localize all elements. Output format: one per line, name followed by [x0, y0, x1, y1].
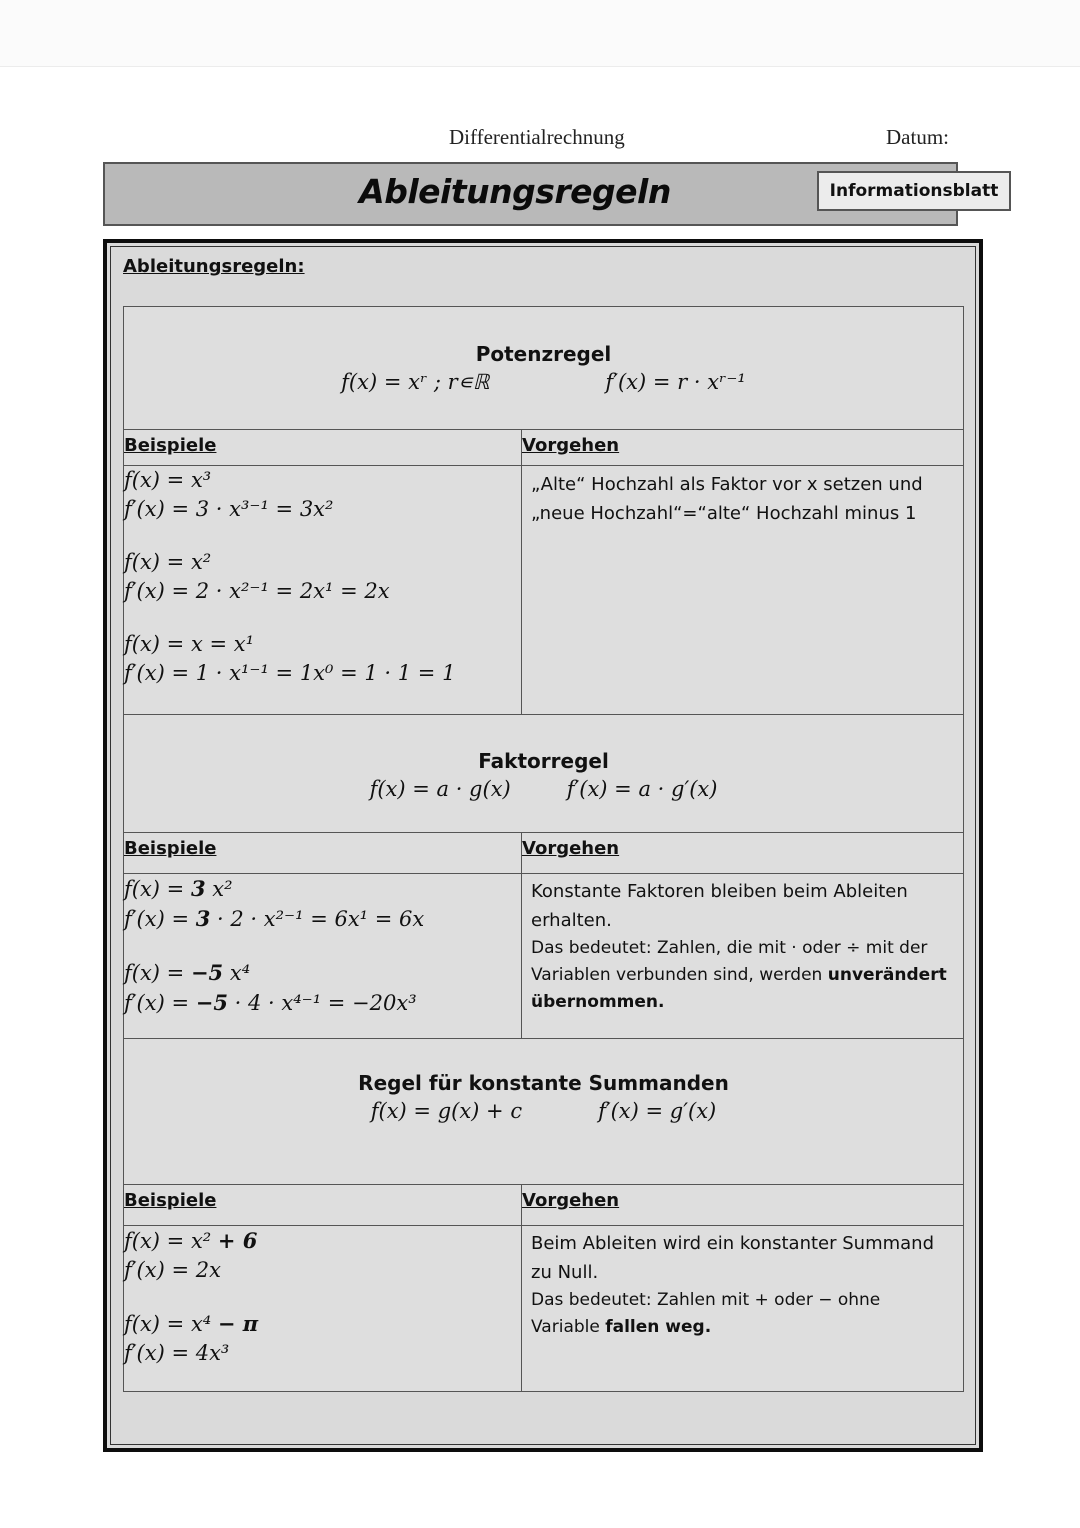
example-line: f(x) = x² + 6: [124, 1228, 258, 1253]
examples-header: Beispiele: [124, 430, 522, 466]
rule-formula-f: f(x) = a · g(x): [369, 777, 511, 801]
examples-header: Beispiele: [124, 833, 522, 874]
procedure-main: Beim Ableiten wird ein konstanter Summand zu Null.: [531, 1233, 935, 1283]
example-block: [124, 874, 521, 1018]
procedure-header: Vorgehen: [522, 833, 964, 874]
procedure-main: Konstante Faktoren bleiben beim Ableiten erhalten.: [531, 881, 908, 931]
procedure-text: [522, 466, 963, 530]
procedure-cell: [522, 874, 964, 1039]
rule-name: Regel für konstante Summanden: [358, 1071, 729, 1095]
example-block: [124, 1226, 521, 1368]
content-row: [124, 1226, 964, 1392]
example-block: [124, 466, 521, 688]
rule-header-row: [124, 307, 964, 430]
procedure-line: „neue Hochzahl“=“alte“ Hochzahl minus 1: [531, 503, 917, 524]
procedure-text: [522, 874, 963, 1018]
column-header-row: [124, 833, 964, 874]
examples-cell: [124, 874, 522, 1039]
rule-formula-row: [124, 777, 963, 801]
examples-cell: [124, 1226, 522, 1392]
example-line: f(x) = −5 x⁴: [124, 960, 251, 985]
rule-formula-fprime: f′(x) = g′(x): [598, 1099, 717, 1123]
example-line: f(x) = x²: [124, 550, 212, 574]
rule-formula-f: f(x) = g(x) + c: [370, 1099, 523, 1123]
rules-table: [123, 306, 964, 1392]
date-label: Datum:: [886, 125, 949, 149]
procedure-text: [522, 1226, 963, 1343]
example-line: f(x) = x⁴ − π: [124, 1311, 259, 1336]
rule-header-cell: [124, 1039, 964, 1185]
example-line: f′(x) = 2x: [124, 1258, 221, 1282]
example-line: f(x) = x = x¹: [124, 632, 254, 656]
procedure-cell: [522, 466, 964, 715]
top-bar: [0, 0, 1080, 67]
rule-formula-fprime: f′(x) = r · xʳ⁻¹: [605, 370, 746, 394]
section-label: Ableitungsregeln:: [123, 256, 305, 277]
procedure-header: Vorgehen: [522, 430, 964, 466]
column-header-row: [124, 1185, 964, 1226]
example-line: f(x) = 3 x²: [124, 876, 233, 901]
rule-formula-row: [124, 370, 963, 394]
example-line: f′(x) = 4x³: [124, 1341, 230, 1365]
procedure-header: Vorgehen: [522, 1185, 964, 1226]
procedure-note: Das bedeutet: Zahlen, die mit · oder ÷ mit der Variablen verbunden sind, werden unverändert übernommen.: [531, 938, 947, 1012]
page-title: Ableitungsregeln: [359, 172, 671, 211]
rule-formula-row: [124, 1099, 963, 1123]
example-line: f′(x) = 3 · x³⁻¹ = 3x²: [124, 497, 334, 521]
column-header-row: [124, 430, 964, 466]
content-row: [124, 874, 964, 1039]
examples-header: Beispiele: [124, 1185, 522, 1226]
example-line: f′(x) = 3 · 2 · x²⁻¹ = 6x¹ = 6x: [124, 906, 425, 931]
content-row: [124, 466, 964, 715]
rule-name: Faktorregel: [478, 749, 609, 773]
document-title: Differentialrechnung: [449, 125, 625, 149]
procedure-note: Das bedeutet: Zahlen mit + oder − ohne Variable fallen weg.: [531, 1290, 881, 1337]
example-line: f′(x) = −5 · 4 · x⁴⁻¹ = −20x³: [124, 990, 417, 1015]
example-line: f(x) = x³: [124, 468, 212, 492]
procedure-cell: [522, 1226, 964, 1392]
rule-formula-fprime: f′(x) = a · g′(x): [566, 777, 718, 801]
rule-header-cell: [124, 307, 964, 430]
example-line: f′(x) = 2 · x²⁻¹ = 2x¹ = 2x: [124, 579, 390, 603]
procedure-line: „Alte“ Hochzahl als Faktor vor x setzen und: [531, 474, 923, 495]
rule-name: Potenzregel: [475, 342, 612, 366]
info-badge: Informationsblatt: [817, 171, 1011, 211]
rule-header-row: [124, 715, 964, 833]
rule-formula-f: f(x) = xʳ ; r∊ℝ: [341, 370, 490, 394]
rule-header-cell: [124, 715, 964, 833]
examples-cell: [124, 466, 522, 715]
rule-header-row: [124, 1039, 964, 1185]
example-line: f′(x) = 1 · x¹⁻¹ = 1x⁰ = 1 · 1 = 1: [124, 661, 456, 685]
